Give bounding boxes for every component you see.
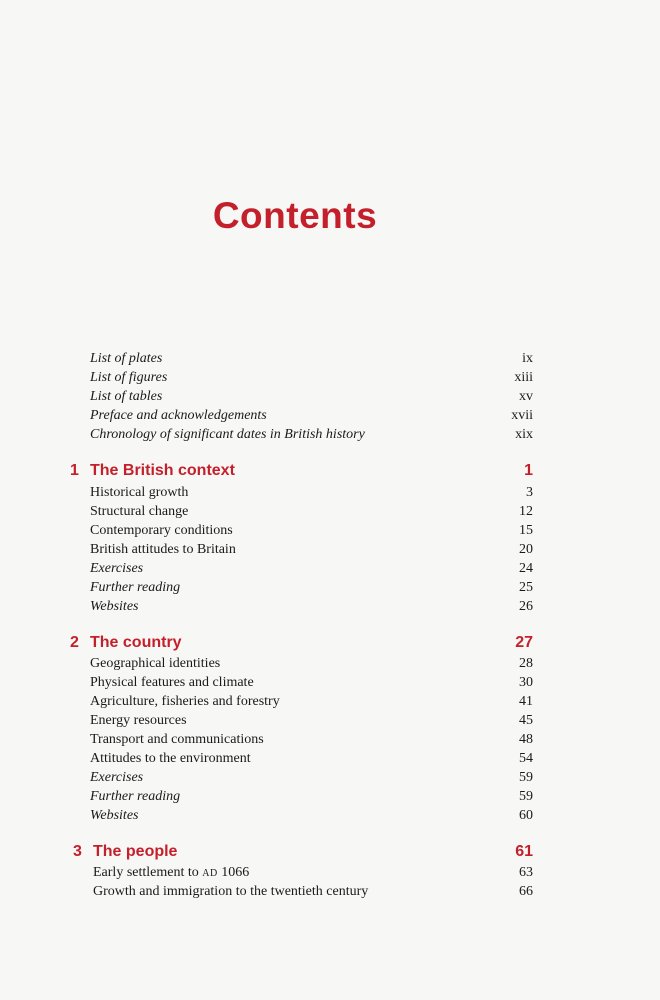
entry-label: British attitudes to Britain bbox=[90, 542, 236, 557]
entry-label: Further reading bbox=[90, 789, 181, 804]
entry-label-pre: Early settlement to bbox=[93, 865, 203, 880]
entry-page: xix bbox=[515, 427, 533, 442]
entry-label: Exercises bbox=[90, 770, 144, 785]
chapter-number: 1 bbox=[70, 462, 79, 479]
chapter-number: 2 bbox=[70, 634, 79, 651]
entry-label: Historical growth bbox=[90, 485, 189, 500]
entry-label: Geographical identities bbox=[90, 656, 221, 671]
entry-page: 59 bbox=[519, 770, 533, 785]
entry-page: 12 bbox=[519, 504, 533, 519]
entry-label: Attitudes to the environment bbox=[90, 751, 251, 766]
entry-page: 3 bbox=[526, 485, 533, 500]
entry-page: ix bbox=[522, 351, 533, 366]
entry-page: 28 bbox=[519, 656, 533, 671]
entry-page: 20 bbox=[519, 542, 533, 557]
toc-entry[interactable] bbox=[90, 730, 533, 749]
toc-entry[interactable] bbox=[90, 502, 533, 521]
chapter-page: 61 bbox=[515, 843, 533, 860]
toc-entry[interactable] bbox=[90, 749, 533, 768]
entry-page: xvii bbox=[511, 408, 533, 423]
chapter-number: 3 bbox=[73, 843, 82, 860]
toc-entry[interactable] bbox=[90, 768, 533, 787]
entry-page: 54 bbox=[519, 751, 533, 766]
chapter-title: The country bbox=[90, 634, 182, 651]
toc-entry[interactable] bbox=[90, 406, 533, 425]
entry-label: Websites bbox=[90, 808, 139, 823]
entry-page: 25 bbox=[519, 580, 533, 595]
entry-label: Agriculture, fisheries and forestry bbox=[90, 694, 280, 709]
entry-page: 26 bbox=[519, 599, 533, 614]
entry-page: 41 bbox=[519, 694, 533, 709]
entry-label: List of figures bbox=[90, 370, 168, 385]
toc-entry[interactable] bbox=[90, 559, 533, 578]
toc-entry[interactable] bbox=[90, 806, 533, 825]
entry-label: Structural change bbox=[90, 504, 189, 519]
entry-page: xiii bbox=[514, 370, 533, 385]
entry-label: Further reading bbox=[90, 580, 181, 595]
entry-label: Physical features and climate bbox=[90, 675, 254, 690]
toc-entry[interactable] bbox=[90, 368, 533, 387]
entry-label: Transport and communications bbox=[90, 732, 264, 747]
entry-label: Preface and acknowledgements bbox=[90, 408, 267, 423]
entry-label: Growth and immigration to the twentieth century bbox=[93, 884, 369, 899]
entry-page: 48 bbox=[519, 732, 533, 747]
entry-page: 30 bbox=[519, 675, 533, 690]
entry-page: 15 bbox=[519, 523, 533, 538]
toc-entry[interactable] bbox=[90, 540, 533, 559]
toc-entry[interactable] bbox=[90, 597, 533, 616]
toc-entry[interactable] bbox=[90, 673, 533, 692]
chapter-heading[interactable] bbox=[0, 632, 533, 654]
toc-entry[interactable] bbox=[90, 483, 533, 502]
toc-entry[interactable] bbox=[93, 882, 533, 901]
toc-entry[interactable] bbox=[90, 654, 533, 673]
chapter-title: The people bbox=[93, 843, 178, 860]
entry-page: 45 bbox=[519, 713, 533, 728]
entry-page: 59 bbox=[519, 789, 533, 804]
page-title: Contents bbox=[212, 195, 378, 236]
entry-label: Websites bbox=[90, 599, 139, 614]
entry-page: 63 bbox=[519, 865, 533, 880]
entry-label bbox=[93, 863, 249, 883]
chapter-heading[interactable] bbox=[0, 460, 533, 482]
toc-entry[interactable] bbox=[90, 711, 533, 730]
entry-label: Contemporary conditions bbox=[90, 523, 233, 538]
entry-label-smallcaps: AD bbox=[202, 868, 218, 879]
toc-entry[interactable] bbox=[93, 863, 533, 882]
entry-label: Chronology of significant dates in British history bbox=[90, 427, 365, 442]
toc-entry[interactable] bbox=[90, 578, 533, 597]
chapter-page: 1 bbox=[524, 462, 533, 479]
toc-entry[interactable] bbox=[90, 349, 533, 368]
toc-entry[interactable] bbox=[90, 521, 533, 540]
entry-label-post: 1066 bbox=[217, 865, 250, 880]
toc-entry[interactable] bbox=[90, 787, 533, 806]
entry-label: Energy resources bbox=[90, 713, 187, 728]
toc-entry[interactable] bbox=[90, 692, 533, 711]
entry-page: 60 bbox=[519, 808, 533, 823]
entry-label: Exercises bbox=[90, 561, 144, 576]
entry-page: xv bbox=[519, 389, 533, 404]
entry-label: List of plates bbox=[90, 351, 163, 366]
chapter-page: 27 bbox=[515, 634, 533, 651]
entry-page: 24 bbox=[519, 561, 533, 576]
toc-entry[interactable] bbox=[90, 387, 533, 406]
chapter-title: The British context bbox=[90, 462, 235, 479]
entry-label: List of tables bbox=[90, 389, 163, 404]
entry-page: 66 bbox=[519, 884, 533, 899]
toc-entry[interactable] bbox=[90, 425, 533, 444]
chapter-heading[interactable] bbox=[0, 841, 533, 863]
